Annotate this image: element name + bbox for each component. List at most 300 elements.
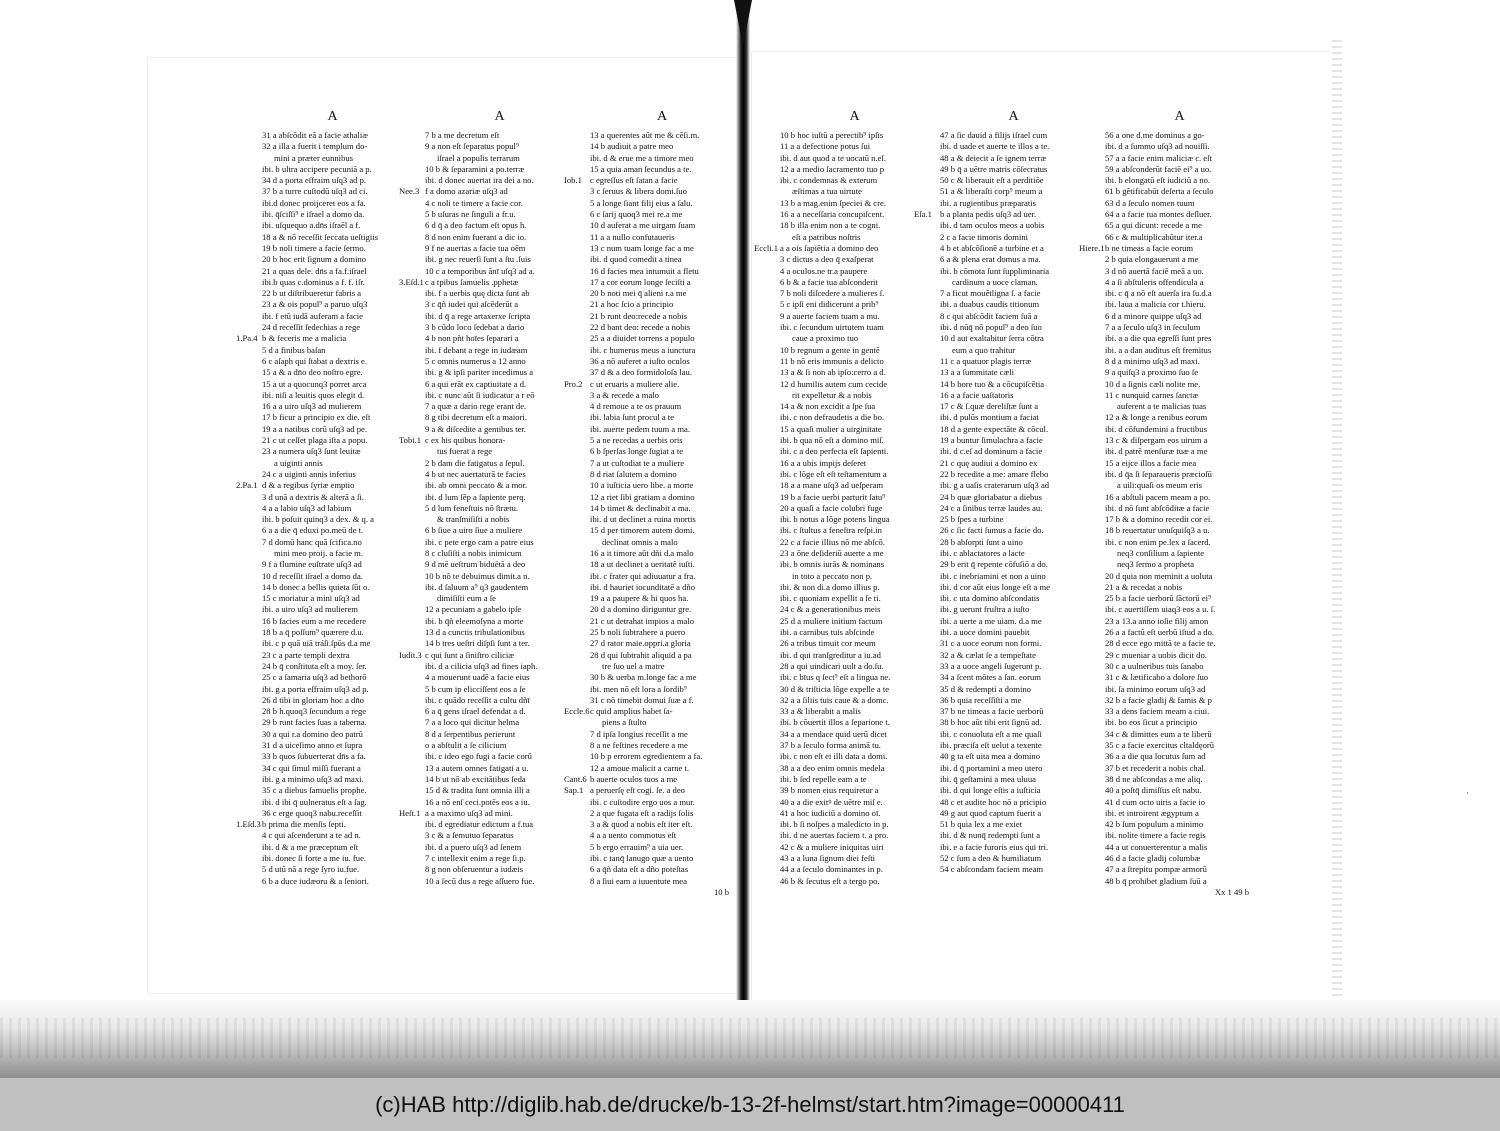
concordance-line: 4 b et abſcōſionē a turbine et a bbox=[940, 242, 1044, 253]
concordance-line: 3 d nō auertā faciē meā a uo. bbox=[1105, 265, 1204, 276]
concordance-line: mini meo proij. a facie m. bbox=[274, 547, 364, 558]
concordance-line: 3 c dictus a deo q̄ exaſperat bbox=[780, 254, 874, 265]
concordance-line: 16 a a neceſſaria concupiſcent. bbox=[780, 209, 885, 220]
concordance-line: 40 a a die exitꝰ de uētre miſ e. bbox=[780, 796, 883, 807]
concordance-line: 4 a ſi abſtuleris offendicula a bbox=[1105, 276, 1204, 287]
concordance-line: ibi. g uerunt fruſtra a iuſto bbox=[940, 604, 1030, 615]
concordance-line: 16 d facies mea intumuit a fletu bbox=[590, 265, 699, 276]
concordance-line: 57 a a facie enim maliciæ c. eſt bbox=[1105, 152, 1212, 163]
concordance-line: Eſa.1 b a planta pedis uſq3 ad uer. bbox=[914, 209, 1037, 220]
concordance-line: 31 c nō timebit domui ſuæ a f. bbox=[590, 694, 694, 705]
concordance-line: 10 b bbox=[713, 886, 729, 897]
concordance-line: 51 b quia lex a me exiet bbox=[940, 819, 1023, 830]
concordance-line: æſtimas a tua uirtute bbox=[792, 186, 862, 197]
concordance-line: a uili:quaſi os meum eris bbox=[1117, 480, 1202, 491]
book-marginal-label: Eſa.1 bbox=[914, 209, 932, 220]
concordance-line: 21 b runt deo:recede a nobis bbox=[590, 310, 688, 321]
concordance-line: 47 a a ſtrepitu pompæ armorū bbox=[1105, 864, 1207, 875]
concordance-line: 1.Eſd.3b prima die menſis ſepti. bbox=[236, 819, 346, 830]
concordance-line: eum a quo trahitur bbox=[952, 344, 1016, 355]
concordance-line: 8 d a ſerpentibus perierunt bbox=[425, 728, 516, 739]
concordance-line: ibi. & non di.a domo illius p. bbox=[780, 581, 880, 592]
concordance-line: 22 b recedite a me: amare flebo bbox=[940, 468, 1049, 479]
concordance-line: 52 c ſum a deo & humiliatum bbox=[940, 853, 1042, 863]
concordance-line: 24 c & a generationibus meis bbox=[780, 604, 881, 615]
concordance-line: ibi. c q̄ a nō eſt auerſa ira ſu.d.a bbox=[1105, 288, 1212, 299]
concordance-line: 13 b a mag.enim ſpeciei & cre. bbox=[780, 197, 886, 208]
concordance-line: 10 d a ſignis cæli nolite me. bbox=[1105, 378, 1201, 389]
concordance-line: 23 a 13.a anno ioſie filij amon bbox=[1105, 615, 1209, 626]
concordance-line: 14 a & non excidit a ſpe ſua bbox=[780, 401, 876, 412]
concordance-line: 65 a qui dicunt: recede a me bbox=[1105, 220, 1202, 231]
concordance-line: 6 d a minore quippe uſq3 ad bbox=[1105, 310, 1202, 321]
concordance-line: ibi. c non defraudetis a die bo. bbox=[780, 412, 885, 423]
concordance-line: 46 b & ſecutus eſt a tergo po. bbox=[780, 875, 880, 886]
book-marginal-label: Pro.2 bbox=[564, 378, 583, 389]
concordance-line: 23 a ōne deſideriū auerte a me bbox=[780, 547, 884, 558]
concordance-line: 6 b & a facie tua abſconderit bbox=[780, 276, 878, 287]
concordance-line: 28 b abſorpti ſunt a uino bbox=[940, 536, 1023, 547]
concordance-line: ibi. b cōuertit illos a ſeparione t. bbox=[780, 717, 890, 728]
concordance-line: ibi. d q̄ a rege artaxerxe ſcripta bbox=[425, 310, 531, 321]
concordance-line: 24 b quæ gloriabatur a diebus bbox=[940, 491, 1042, 502]
concordance-line: 21 c ut detrahat impios a malo bbox=[590, 615, 695, 626]
concordance-line: 10 d aut exaltabitur ſerra cōtra bbox=[940, 333, 1044, 344]
concordance-line: 16 a abſtuli pacem meam a po. bbox=[1105, 491, 1211, 502]
book-marginal-label: Hiere.1 bbox=[1079, 242, 1105, 253]
concordance-line: 5 c ipſi eni didicerunt a prib⁹ bbox=[780, 299, 879, 310]
concordance-line: 6 a q̄ñ data eſt a dño poteſtas bbox=[590, 864, 689, 875]
concordance-line: 3 d unā a dextris & alterā a ſi. bbox=[262, 491, 364, 502]
concordance-line: 38 a a deo enim omnis medela bbox=[780, 762, 885, 773]
concordance-line: ibi. d cōfundemini a fructibus bbox=[1105, 423, 1207, 434]
concordance-line: ibi. b qua nō eſt a domino miſ. bbox=[780, 435, 884, 446]
concordance-line: 31 c a uoce eorum non formi. bbox=[940, 638, 1042, 649]
concordance-line: 17 b ficur a principio ex die. eſt bbox=[262, 412, 371, 423]
concordance-line: 41 d cum octo uiris a facie io bbox=[1105, 796, 1205, 807]
concordance-line: ibi. q̄ geſtamini a mea uluua bbox=[940, 773, 1036, 784]
concordance-line: 17 a cor eorum longe ſeciſti a bbox=[590, 276, 691, 287]
concordance-line: 41 a hoc iudiciū a domino oī. bbox=[780, 807, 881, 818]
book-marginal-label: Nee.3 bbox=[399, 186, 420, 197]
concordance-line: ibi. labia ſunt procul a te bbox=[590, 412, 675, 423]
concordance-line: 31 c & lætificabo a dolore ſuo bbox=[1105, 672, 1209, 683]
concordance-line: 32 a illa a fuerit i templum do- bbox=[262, 141, 368, 152]
concordance-line: ibi. d pulūs montium a faciat bbox=[940, 412, 1039, 423]
concordance-line: 8 a ne feſtines recedere a me bbox=[590, 740, 688, 751]
concordance-line: 23 a numera uſq3 ſunt leuitæ bbox=[262, 446, 361, 457]
concordance-line: ibi. c condemnas & exterum bbox=[780, 175, 878, 186]
concordance-line: 3 c ſeruus & libera domi.ſuo bbox=[590, 186, 687, 197]
concordance-line: 10 b hoc iuſtū a perectib⁹ ipſis bbox=[780, 130, 884, 140]
concordance-line: 13 a a ſummitate cæli bbox=[940, 367, 1014, 378]
concordance-line: 49 b q̄ a uētre matris cōſecratus bbox=[940, 163, 1048, 174]
concordance-line: 9 a & diſcedite a gentibus ter. bbox=[425, 423, 526, 434]
concordance-line: dimiſiſti eum a ſe bbox=[437, 593, 496, 604]
concordance-line: ibi. g a porta eſfraim uſq3 ad p. bbox=[262, 683, 369, 694]
concordance-line: ibi. d ne auertas faciem t. a pro. bbox=[780, 830, 889, 841]
concordance-line: 32 a & cælat ſe a tempeſtate bbox=[940, 649, 1036, 660]
concordance-line: caue a proximo tuo bbox=[792, 333, 859, 344]
concordance-line: cardinum a uoce claman. bbox=[952, 276, 1038, 287]
concordance-line: 26 a tribus timuit cor meum bbox=[780, 638, 876, 649]
concordance-line: Sap.1 a peruerſę eſt cogi. ſe. a deo bbox=[564, 785, 685, 796]
concordance-line: iſrael a populis terrarum bbox=[437, 152, 520, 163]
concordance-line: ibi. d ut declinet a ruina mortis bbox=[590, 514, 696, 525]
book-marginal-label: Cant.6 bbox=[564, 773, 587, 784]
concordance-line: 40 a poſtq̄ dimiſſus eſt nabu. bbox=[1105, 785, 1202, 796]
concordance-line: 15 d per timorem autem domi. bbox=[590, 525, 695, 536]
concordance-line: ibi. d & erue me a timore meo bbox=[590, 152, 694, 163]
concordance-line: 6 b a duce iudæoru & a ſeniori. bbox=[262, 875, 369, 886]
concordance-line: 11 c a quatuor plagis terræ bbox=[940, 355, 1032, 366]
concordance-line: ibi. c ablactatores a lacte bbox=[940, 547, 1025, 558]
concordance-line: ibi. a duabus caudis titionum bbox=[940, 299, 1040, 310]
concordance-line: 4 c noli te timere a facie cor. bbox=[425, 197, 523, 208]
concordance-line: 7 a a loco qui dicitur helma bbox=[425, 717, 520, 728]
concordance-line: 35 c a facie exercitus cltaldęorū bbox=[1105, 740, 1215, 751]
concordance-line: 56 a one d.me dominus a go- bbox=[1105, 130, 1205, 140]
concordance-line: 21 a quas dele. dn̄s a fa.f.iſrael bbox=[262, 265, 367, 276]
concordance-line: 13 c & diſpergam eos uirum a bbox=[1105, 435, 1208, 446]
concordance-line: 54 c abſcondam faciem meam bbox=[940, 864, 1044, 875]
concordance-line: 7 c intellexit enim a rege ſi.p. bbox=[425, 853, 526, 863]
concordance-line: neq3 ſermo a propheta bbox=[1117, 559, 1195, 570]
concordance-line: eſt a patribus noſtris bbox=[792, 231, 861, 242]
concordance-line: 10 b regnum a gente in gentē bbox=[780, 344, 880, 355]
concordance-line: 10 b nō te debuimus dimit.a n. bbox=[425, 570, 530, 581]
concordance-line: ibi. c conuoluta eſt a me quaſi bbox=[940, 728, 1042, 739]
concordance-line: 16 a a ubis impijs deſeret bbox=[780, 457, 867, 468]
concordance-line: ibi. d a puero uſq3 ad ſenem bbox=[425, 841, 522, 852]
concordance-line: 21 a & recedat a nobis bbox=[1105, 581, 1183, 592]
concordance-line: 12 d humilis autem cum cecide bbox=[780, 378, 888, 389]
concordance-line: ibi. b ſi noſpes a maledicto in p. bbox=[780, 819, 889, 830]
column-head-letter: A bbox=[1174, 109, 1186, 124]
concordance-line: ibi. a uiro uſq3 ad mulierem bbox=[262, 604, 358, 615]
concordance-line: Xx 1 49 b bbox=[1214, 886, 1249, 897]
concordance-line: 25 c a ſamaria uſq3 ad bethorō bbox=[262, 672, 367, 683]
column-head-letter: A bbox=[327, 109, 339, 124]
concordance-line: 2 b dam die fatigatus a ſepul. bbox=[425, 457, 525, 468]
concordance-line: ibi.b quas c.dominus a f. f. iſr. bbox=[262, 276, 365, 287]
concordance-line: 42 c & a muliere iniquitas uiri bbox=[780, 841, 884, 852]
concordance-line: 4 b non pñt hoīes ſeparari a bbox=[425, 333, 519, 344]
concordance-line: 22 d bant deo: recede a nobis bbox=[590, 322, 691, 333]
concordance-line: 48 b q̄ prohibet gladium ſuū a bbox=[1105, 875, 1207, 886]
concordance-line: o a abſtulit a ſe cilicium bbox=[425, 740, 507, 751]
concordance-line: 34 a a mendace quid uerū dicet bbox=[780, 728, 887, 739]
concordance-line: 26 a a factū eſt uerbū iſtud a do. bbox=[1105, 627, 1215, 638]
concordance-line: 28 b h.quoq3 ſecundum a rege bbox=[262, 706, 367, 717]
concordance-line: 2.Pa.1 d & a regibus ſyriæ emptio bbox=[236, 480, 355, 491]
concordance-line: 17 c & ſ.quæ dereliſtæ ſunt a bbox=[940, 401, 1039, 412]
concordance-line: 13 d a cunctis tribulationibus bbox=[425, 627, 525, 638]
concordance-line: 4 d remoue a te os prauum bbox=[590, 401, 682, 412]
concordance-line: 33 a dens faciem meam a ciui. bbox=[1105, 706, 1210, 717]
concordance-line: 13 c num tuam longe fac a me bbox=[590, 242, 694, 253]
concordance-line: rit expelletur & a nobis bbox=[792, 389, 872, 400]
concordance-line: ibi. c bīus q ſect⁹ eſt a lingua ne. bbox=[780, 672, 891, 683]
concordance-line: 28 a qui uindicari uult a do.ſu. bbox=[780, 660, 884, 671]
concordance-line: 23 c a parte templi dextra bbox=[262, 649, 350, 660]
concordance-line: ibi. d qui tranſgreditur a iu.ad bbox=[780, 649, 881, 660]
concordance-line: ibi. c cuſtodire ergo uos a mur. bbox=[590, 796, 695, 807]
concordance-line: 14 b bore tuo & a cōcupiſcētia bbox=[940, 378, 1045, 389]
concordance-line: ibi. a carnibus tuis abſcinde bbox=[780, 627, 875, 638]
concordance-line: 3.Eſd.1c a tpibus ſamuelis .pphetæ bbox=[399, 276, 519, 287]
concordance-line: 29 b erit q̄ repente cōfuſiō a do. bbox=[940, 559, 1048, 570]
concordance-line: 3 c q̄ñ iudei qui aſcēderūt a bbox=[425, 299, 519, 310]
concordance-line: ibi. c tanq̄ lanugo quæ a uento bbox=[590, 853, 694, 863]
right-column-2 bbox=[914, 109, 1088, 876]
concordance-line: ibi. d hauriet iocunditatē a dño bbox=[590, 581, 696, 592]
concordance-line: 19 b a facie uerbi parturit ſatu⁹ bbox=[780, 491, 886, 502]
concordance-line: 23 a & ois popul⁹ a paruo uſq3 bbox=[262, 299, 368, 310]
concordance-line: 11 c nunquid carnes ſanctæ bbox=[1105, 389, 1199, 400]
concordance-line: 34 c qui ſimul miſſi fuerant a bbox=[262, 762, 361, 773]
concordance-line: 9 a non eſt ſeparatus popul⁹ bbox=[425, 141, 519, 152]
concordance-line: 21 a hoc ſcio a principio bbox=[590, 299, 674, 310]
concordance-line: 15 d & tradita ſunt omnia illi a bbox=[425, 785, 530, 796]
concordance-line: 10 a ſecū dus a rege aſſuero fue. bbox=[425, 875, 535, 886]
concordance-line: & tranſmiſiſti a nobis bbox=[437, 514, 510, 525]
concordance-line: 7 a ficut mouētligna ſ. a facie bbox=[940, 288, 1041, 299]
concordance-line: 33 b quos ſubuerterat dn̄s a fa. bbox=[262, 751, 366, 762]
concordance-line: 21 c quę audiui a domino ex bbox=[940, 457, 1038, 468]
concordance-line: 18 a & nō receſſit ſeccata ueſtigiis bbox=[262, 231, 378, 242]
concordance-line: 14 b tres ueſtri diſpſi ſunt a ter. bbox=[425, 638, 530, 649]
concordance-line: a uiginti annis bbox=[274, 457, 323, 468]
concordance-line: 3 c & a ſemutuo ſeparatus bbox=[425, 830, 514, 841]
concordance-line: ibi. q̄ſciſſi⁹ e iſrael a domo da. bbox=[262, 209, 365, 220]
left-column-3 bbox=[564, 109, 735, 898]
concordance-line: 15 a quia aman ſecundus a te. bbox=[590, 163, 692, 174]
concordance-line: 9 f a flumine euſtrate uſq3 ad bbox=[262, 559, 362, 570]
concordance-line: ibi. c uta domino abſcondatis bbox=[940, 593, 1040, 604]
concordance-line: 12 a riet ſibi gratiam a domino bbox=[590, 491, 695, 502]
page-edge bbox=[1332, 40, 1342, 1000]
concordance-line: ibi. d & nunq̄ redempti ſunt a bbox=[940, 830, 1041, 841]
concordance-line: 17 b & a domino recedit cor ei. bbox=[1105, 514, 1213, 525]
concordance-line: ibi. f etū iudā auferam a facie bbox=[262, 310, 363, 321]
concordance-line: ibi. b q̄ñ eleemoſyna a morte bbox=[425, 615, 524, 626]
concordance-line: 37 d & a deo formidoloſa lau. bbox=[590, 367, 692, 378]
concordance-line: 34 c & dimittes eum a te liberū bbox=[1105, 728, 1212, 739]
concordance-line: 24 b q̄ conſtituta eſt a moy. ſer. bbox=[262, 660, 367, 671]
concordance-line: ibi. g & ipſi pariter incedimus a bbox=[425, 367, 534, 378]
concordance-line: 63 d a ſeculo nomen tuum bbox=[1105, 197, 1195, 208]
concordance-line: 2 c a facie timoris domini bbox=[940, 231, 1029, 242]
concordance-line: ibi. et introirent ægyptum a bbox=[1105, 807, 1199, 818]
concordance-line: ibi. d c.eſ ad dominum a facie bbox=[940, 446, 1043, 457]
concordance-line: 16 a it timore aūt dñi d.a malo bbox=[590, 547, 694, 558]
book-marginal-label: Eccle.6 bbox=[564, 706, 590, 717]
concordance-line: ibi. d tam oculos meos a uobis bbox=[940, 220, 1045, 231]
concordance-line: 44 a a ſeculo dominantes in p. bbox=[780, 864, 883, 875]
concordance-line: 18 b illa enim non a te cogni. bbox=[780, 220, 881, 231]
book-marginal-label: Heſt.1 bbox=[399, 807, 421, 818]
concordance-line: ibi. b notus a lōge potens lingua bbox=[780, 514, 890, 525]
concordance-line: 39 b nomen eius requiretur a bbox=[780, 785, 879, 796]
concordance-line: ibi. d aut quod a te uocatū n.eſ. bbox=[780, 152, 886, 163]
concordance-line: ibi. c non eſt ei illi data a domi. bbox=[780, 751, 888, 762]
concordance-line: 6 b ſiue a uiro ſiue a muliere bbox=[425, 525, 523, 536]
concordance-line: 26 c ſic facti ſumus a facie do. bbox=[940, 525, 1044, 536]
concordance-line: 15 a eijce illos a facie mea bbox=[1105, 457, 1197, 468]
concordance-line: 7 b noli diſcedere a mulieres ſ. bbox=[780, 288, 885, 299]
concordance-line: 15 a quaſi mulier a uirginitate bbox=[780, 423, 882, 434]
concordance-line: ibi. c nunc aūt ſi iudicatur a r eō bbox=[425, 389, 535, 400]
concordance-line: ibi. c lōge eſt eſt teſtamentum a bbox=[780, 468, 887, 479]
concordance-line: 8 c cluſiſti a nobis inimicum bbox=[425, 547, 522, 558]
concordance-line: ibi. d egrediatur edictum a f.tua bbox=[425, 819, 534, 830]
concordance-line: 7 a quæ a dario rege erant de. bbox=[425, 401, 527, 412]
right-column-3 bbox=[1079, 109, 1255, 898]
concordance-line: 37 b a turre cuſtodū uſq3 ad ci. bbox=[262, 186, 368, 197]
concordance-line: 24 c a uiginti annis inferius bbox=[262, 468, 356, 479]
concordance-line: ibi. c quādo receſſit a cultu dñī bbox=[425, 694, 530, 705]
book-marginal-label: 1.Pa.4 bbox=[236, 333, 258, 344]
concordance-line: ibi. d uade et auerte te illos a te. bbox=[940, 141, 1050, 152]
concordance-line: Cant.6 b auerte oculos tuos a me bbox=[564, 773, 678, 784]
concordance-line: Heſt.1 a a maximo uſq3 ad mini. bbox=[399, 807, 513, 818]
concordance-line: 35 c a diebus ſamuelis prophe. bbox=[262, 785, 367, 796]
left-column-1 bbox=[236, 109, 404, 887]
concordance-line: 8 d riat ſalutem a domino bbox=[590, 468, 677, 479]
concordance-line: piens a ſtulto bbox=[602, 717, 647, 728]
concordance-line: 7 b a me decretum eſt bbox=[425, 130, 500, 140]
concordance-line: 33 a a uoce angeli ſugerunt p. bbox=[940, 660, 1042, 671]
concordance-line: 64 a a facie tua montes deſluer. bbox=[1105, 209, 1212, 220]
concordance-line: ibi. ab omni peccato & a mor. bbox=[425, 480, 528, 491]
concordance-line: 46 d a facie gladij columbæ bbox=[1105, 853, 1201, 863]
concordance-line: 35 d & redempti a domino bbox=[940, 683, 1031, 694]
concordance-line: 48 a & deiecit a ſe ignem terræ bbox=[940, 152, 1047, 163]
concordance-line: 14 b ut nō ab excitātibus ſeda bbox=[425, 773, 526, 784]
concordance-line: 3 a & recede a malo bbox=[590, 389, 659, 400]
concordance-line: ibi. donec ſi forte a me iu. fue. bbox=[262, 853, 367, 863]
concordance-line: 5 b ergo errauim⁹ a uia uer. bbox=[590, 841, 684, 852]
concordance-line: ibi. uſquequo a.dn̄s iſraēl a f. bbox=[262, 220, 361, 231]
book-marginal-label: 3.Eſd.1 bbox=[399, 276, 424, 287]
concordance-line: ibi. g a uaſis craterarum uſq3 ad bbox=[940, 480, 1050, 491]
concordance-line: ibi. d donec auertat ira dei a no. bbox=[425, 175, 534, 186]
concordance-line: 5 d utū nā a rege ſyro iu.fue. bbox=[262, 864, 360, 875]
concordance-line: 36 a nō auferet a iuſto oculos bbox=[590, 355, 690, 366]
concordance-line: ibi. c pete ergo cam a patre eius bbox=[425, 536, 534, 547]
concordance-line: Nee.3 f a domo azariæ uſq3 ad bbox=[399, 186, 508, 197]
concordance-line: ibi. ſa minimo eorum uſq3 ad bbox=[1105, 683, 1206, 694]
concordance-line: ibi. e a facie furoris eius qui tri. bbox=[940, 841, 1049, 852]
concordance-line: 7 d domū hanc quā ſcifica.no bbox=[262, 536, 362, 547]
copyright-text: (c)HAB http://diglib.hab.de/drucke/b-13-2f-helmst/start.htm?image=00000411 bbox=[375, 1091, 1125, 1117]
concordance-line: 22 b ut diſtribueretur fabris a bbox=[262, 288, 362, 299]
concordance-line: 30 d & triſticia lōge expelle a te bbox=[780, 683, 890, 694]
concordance-line: declinat omnis a malo bbox=[602, 536, 678, 547]
concordance-line: 16 a a uiro uſq3 ad mulierem bbox=[262, 401, 362, 412]
concordance-line: 37 b et recederit a nobis chal. bbox=[1105, 762, 1206, 773]
concordance-line: 30 a qui r.a domino deo patrū bbox=[262, 728, 363, 739]
concordance-line: ibi. c p quā uiā tráſi.ſpūs d.a me bbox=[262, 638, 371, 649]
concordance-line: 38 b hoc aūt tibi erit ſignū ad. bbox=[940, 717, 1042, 728]
concordance-line: ibi. c auertiſſem uiaq3 eos a u. ſ. bbox=[1105, 604, 1216, 615]
concordance-line: 4 c qui aſcenderunt a te ad n. bbox=[262, 830, 361, 841]
concordance-line: Iob.1 c egreſſus eſt ſatan a facie bbox=[564, 175, 678, 186]
concordance-line: 7 d ipſa longius receſſit a me bbox=[590, 728, 688, 739]
book-marginal-label: 2.Pa.1 bbox=[236, 480, 258, 491]
copyright-bar bbox=[0, 1078, 1500, 1131]
concordance-line: 33 a & liberabit a malis bbox=[780, 706, 861, 717]
concordance-line: ibi. præciſa eſt uelut a texente bbox=[940, 740, 1042, 751]
concordance-line: ibi. g nec reuerſi ſunt a ſtu .ſuis bbox=[425, 254, 531, 265]
concordance-line: 43 a a luna ſignum diei feſti bbox=[780, 853, 875, 863]
concordance-line: ibi. d q̄ portamini a meo utero bbox=[940, 762, 1043, 773]
concordance-line: ibi. c ſecundum uirtutem tuam bbox=[780, 322, 884, 333]
concordance-line: 1.Pa.4 b & feceris me a malicia bbox=[236, 333, 347, 344]
concordance-line: 28 d qui ſubtrahit aliquid a pa bbox=[590, 649, 692, 660]
concordance-line: 37 b a ſeculo forma animā tu. bbox=[780, 740, 881, 751]
book-marginal-label: Tobi.1 bbox=[399, 435, 422, 446]
concordance-line: 49 g aut quod captum fuerit a bbox=[940, 807, 1042, 818]
concordance-line: 2 b quia elongauerunt a me bbox=[1105, 254, 1199, 265]
concordance-line: ibi. laua a malicia cor t.hieru. bbox=[1105, 299, 1206, 310]
concordance-line: 24 c a ſinibus terræ laudes au. bbox=[940, 502, 1043, 513]
scanner-edge bbox=[0, 1000, 1500, 1078]
concordance-line: ibi. d nūq̄ nō popul⁹ a deo ſuo bbox=[940, 322, 1042, 333]
concordance-line: 13 a & ſi non ab ipſo:cerro a d. bbox=[780, 367, 886, 378]
concordance-line: 37 b ne timeas a facie uerborū bbox=[940, 706, 1044, 717]
concordance-line: 26 d tibi in gloriam hoc a dn̄o bbox=[262, 694, 364, 705]
concordance-line: 14 b timet & declinabit a ma. bbox=[590, 502, 691, 513]
concordance-line: ibi. a uerte a me uiam. d.a me bbox=[940, 615, 1042, 626]
concordance-line: 48 c et audite hoc nō a pricipio bbox=[940, 796, 1047, 807]
ink-speck: · bbox=[1466, 788, 1469, 798]
concordance-line: 10 a iuſticia uero libe. a morte bbox=[590, 480, 694, 491]
concordance-line: 18 b a q̄ poſſum⁹ quærere d.u. bbox=[262, 627, 364, 638]
concordance-line: 15 a ut a quocunq3 porret arca bbox=[262, 378, 367, 389]
concordance-line: 20 a quaſi a facie colubri fuge bbox=[780, 502, 883, 513]
concordance-line: 30 c a uulneribus tuis ſanabo bbox=[1105, 660, 1204, 671]
concordance-line: ibi. d a ſummo uſq3 ad nouiſſi. bbox=[1105, 141, 1210, 152]
concordance-line: ibi. d cor aūt eius longe eſt a me bbox=[940, 581, 1051, 592]
concordance-line: 4 a a uento commotus eſt bbox=[590, 830, 677, 841]
concordance-line: ibi. c humerus meus a iunctura bbox=[590, 344, 696, 355]
concordance-line: 36 b quia receſſiſti a me bbox=[940, 694, 1022, 705]
concordance-line: 20 b noti mei q̄ alieni r.a me bbox=[590, 288, 687, 299]
concordance-line: 25 d a muliere initium factum bbox=[780, 615, 883, 626]
concordance-line: 16 a nō enſ ceci.potēs eos a iu. bbox=[425, 796, 530, 807]
concordance-line: 8 d non enim fuerant a dic io. bbox=[425, 231, 527, 242]
concordance-line: Iudit.3 c qui ſunt a ſiniſtro ciliciæ bbox=[399, 649, 515, 660]
concordance-line: 18 b reuertatur unuſquiſq3 a u. bbox=[1105, 525, 1210, 536]
concordance-line: 16 b facies eum a me recedere bbox=[262, 615, 367, 626]
concordance-line: ibi. a rugientibus præparatis bbox=[940, 197, 1036, 208]
concordance-line: 6 a q̄ gens iſrael defendat a d. bbox=[425, 706, 526, 717]
concordance-line: ibi. d qui longe eſtis a iuſticia bbox=[940, 785, 1041, 796]
concordance-line: 11 b nō eris immunis a delicto bbox=[780, 355, 884, 366]
book-marginal-label: Iob.1 bbox=[564, 175, 582, 186]
concordance-line: 47 a ſic dauid a filijs iſrael cum bbox=[940, 130, 1048, 140]
concordance-line: ibi. d ibi q̄ uulneratus eſt a ſag. bbox=[262, 796, 367, 807]
concordance-line: 7 a ut cuſtodiat te a muliere bbox=[590, 457, 685, 468]
concordance-line: 10 d receſſit iſrael a domo da. bbox=[262, 570, 363, 581]
concordance-line: Hiere.1b ne timeas a facie eorum bbox=[1079, 242, 1194, 253]
column-head-letter: A bbox=[494, 109, 506, 124]
concordance-line: Eccli.1 a a ois ſapiētia a domino deo bbox=[754, 242, 879, 253]
concordance-line: ibi. d q̄a ſi ſeparaueris præcioſū bbox=[1105, 468, 1212, 479]
concordance-line: ibi. f a uerbis quę dicta ſunt ab bbox=[425, 288, 530, 299]
